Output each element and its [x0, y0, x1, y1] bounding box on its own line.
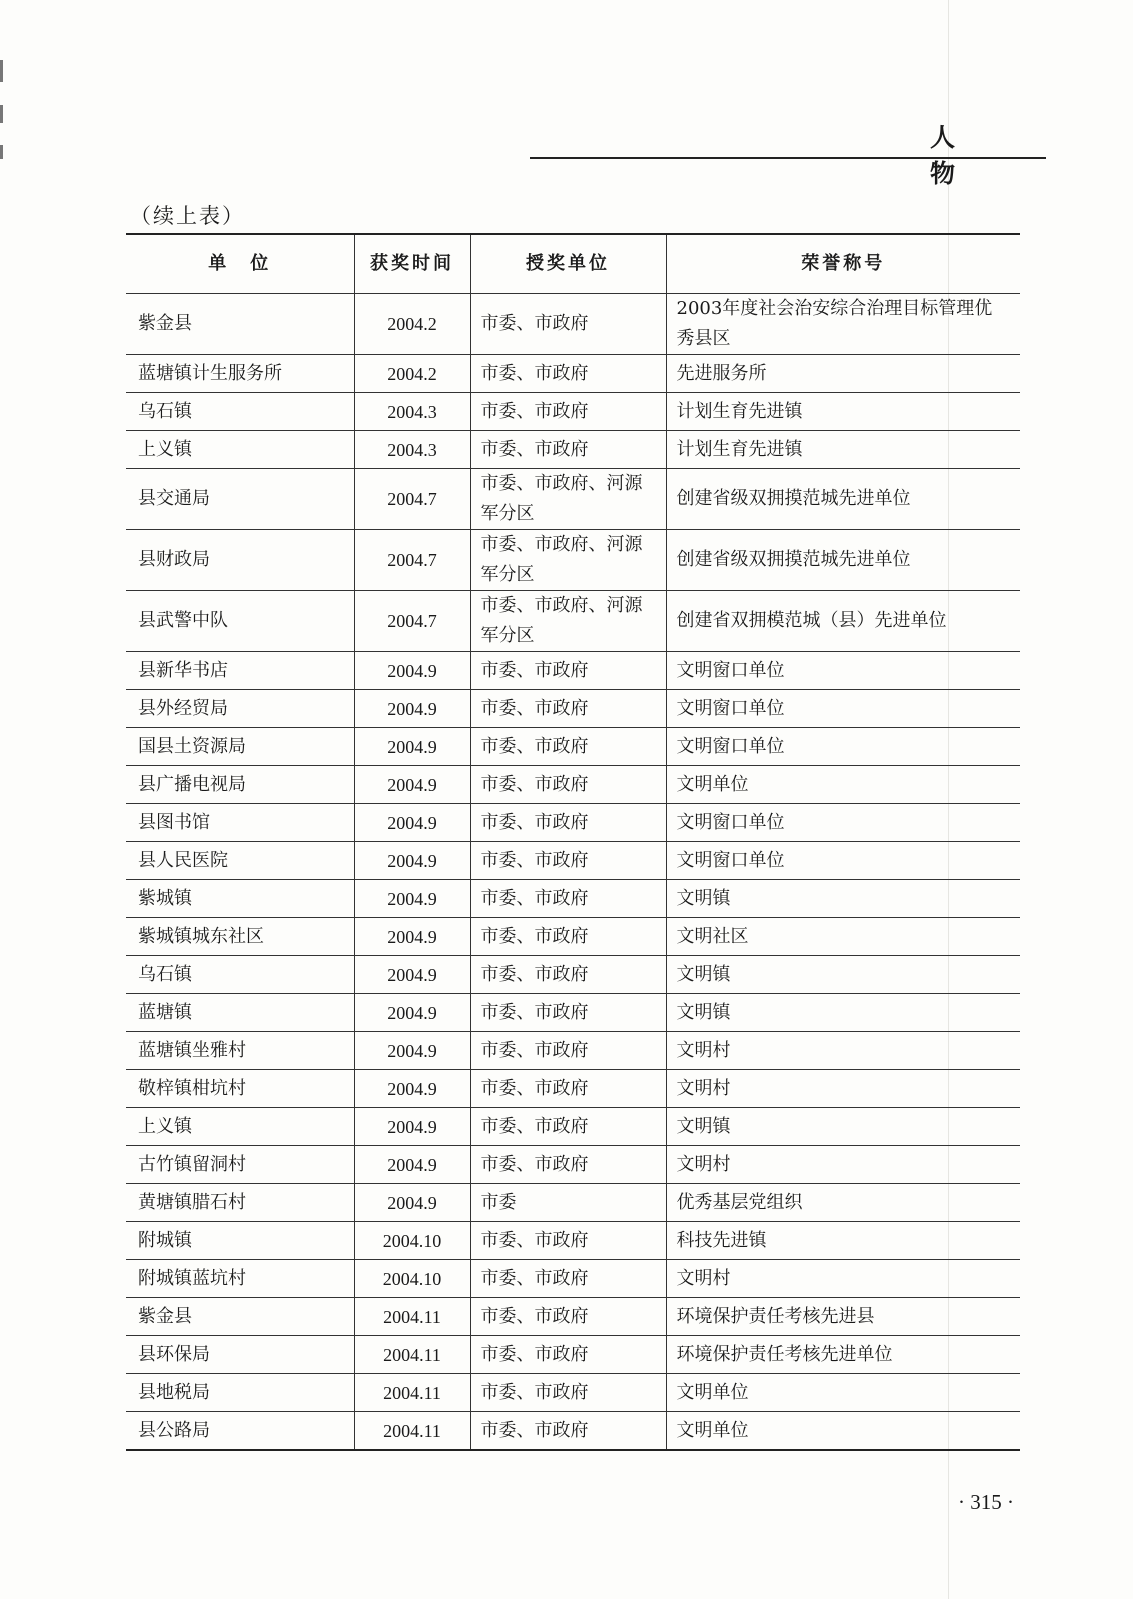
table-row: [126, 728, 1020, 766]
cell-date: 2004.2: [354, 294, 470, 355]
table-row: [126, 766, 1020, 804]
table-row: [126, 1184, 1020, 1222]
cell-grantor: 市委、市政府: [470, 431, 666, 469]
cell-grantor: 市委、市政府: [470, 652, 666, 690]
cell-date: 2004.3: [354, 393, 470, 431]
cell-unit: 县广播电视局: [126, 766, 354, 804]
table-row: [126, 530, 1020, 591]
cell-unit: 县地税局: [126, 1374, 354, 1412]
cell-unit: 县环保局: [126, 1336, 354, 1374]
cell-date: 2004.11: [354, 1336, 470, 1374]
cell-grantor: 市委、市政府: [470, 1298, 666, 1336]
cell-grantor: 市委、市政府: [470, 880, 666, 918]
cell-date: 2004.9: [354, 1032, 470, 1070]
cell-grantor: 市委、市政府: [470, 804, 666, 842]
cell-honor: 环境保护责任考核先进单位: [666, 1336, 1020, 1374]
cell-unit: 附城镇蓝坑村: [126, 1260, 354, 1298]
cell-honor: 文明单位: [666, 766, 1020, 804]
awards-table: [126, 233, 1020, 1451]
cell-date: 2004.9: [354, 994, 470, 1032]
cell-grantor: 市委、市政府: [470, 294, 666, 355]
table-row: [126, 842, 1020, 880]
table-row: [126, 1412, 1020, 1451]
cell-date: 2004.9: [354, 1146, 470, 1184]
page-number: · 315 ·: [958, 1490, 1014, 1514]
cell-honor: 文明村: [666, 1146, 1020, 1184]
cell-honor: 科技先进镇: [666, 1222, 1020, 1260]
cell-date: 2004.11: [354, 1298, 470, 1336]
cell-honor: 文明镇: [666, 956, 1020, 994]
cell-honor: 文明窗口单位: [666, 804, 1020, 842]
cell-unit: 紫城镇: [126, 880, 354, 918]
table-row: [126, 355, 1020, 393]
cell-grantor: 市委、市政府: [470, 994, 666, 1032]
cell-grantor: 市委、市政府: [470, 956, 666, 994]
table-row: [126, 1260, 1020, 1298]
table-row: [126, 591, 1020, 652]
cell-honor: 文明窗口单位: [666, 842, 1020, 880]
cell-honor: 环境保护责任考核先进县: [666, 1298, 1020, 1336]
table-row: [126, 880, 1020, 918]
cell-date: 2004.7: [354, 591, 470, 652]
column-header-unit: 单 位: [126, 234, 354, 294]
table-row: [126, 918, 1020, 956]
cell-grantor: 市委: [470, 1184, 666, 1222]
cell-grantor: 市委、市政府: [470, 728, 666, 766]
column-header-date: 获奖时间: [354, 234, 470, 294]
table-row: [126, 652, 1020, 690]
table-row: [126, 690, 1020, 728]
cell-honor: 文明单位: [666, 1374, 1020, 1412]
cell-unit: 县人民医院: [126, 842, 354, 880]
cell-unit: 古竹镇留洞村: [126, 1146, 354, 1184]
cell-date: 2004.9: [354, 842, 470, 880]
table-row: [126, 1108, 1020, 1146]
cell-honor: 文明单位: [666, 1412, 1020, 1451]
cell-date: 2004.9: [354, 880, 470, 918]
cell-unit: 县外经贸局: [126, 690, 354, 728]
cell-date: 2004.7: [354, 530, 470, 591]
cell-date: 2004.9: [354, 1184, 470, 1222]
cell-unit: 蓝塘镇: [126, 994, 354, 1032]
cell-grantor: 市委、市政府、河源军分区: [470, 591, 666, 652]
cell-honor: 文明社区: [666, 918, 1020, 956]
table-row: [126, 393, 1020, 431]
table-body: [126, 294, 1020, 1451]
cell-unit: 蓝塘镇坐雅村: [126, 1032, 354, 1070]
cell-honor: 文明窗口单位: [666, 690, 1020, 728]
cell-grantor: 市委、市政府: [470, 1336, 666, 1374]
cell-unit: 县公路局: [126, 1412, 354, 1451]
cell-honor: 文明村: [666, 1260, 1020, 1298]
continued-table-label: （续上表）: [130, 204, 245, 228]
cell-honor: 2003年度社会治安综合治理目标管理优秀县区: [666, 294, 1020, 355]
cell-unit: 附城镇: [126, 1222, 354, 1260]
table-row: [126, 994, 1020, 1032]
cell-grantor: 市委、市政府: [470, 1032, 666, 1070]
cell-grantor: 市委、市政府、河源军分区: [470, 530, 666, 591]
cell-honor: 创建省级双拥摸范城先进单位: [666, 530, 1020, 591]
cell-unit: 县新华书店: [126, 652, 354, 690]
cell-unit: 县交通局: [126, 469, 354, 530]
cell-unit: 县武警中队: [126, 591, 354, 652]
cell-honor: 文明镇: [666, 880, 1020, 918]
cell-grantor: 市委、市政府: [470, 690, 666, 728]
cell-date: 2004.9: [354, 1070, 470, 1108]
table-row: [126, 469, 1020, 530]
cell-grantor: 市委、市政府: [470, 1070, 666, 1108]
cell-honor: 文明村: [666, 1032, 1020, 1070]
table-row: [126, 1222, 1020, 1260]
cell-unit: 上义镇: [126, 431, 354, 469]
cell-grantor: 市委、市政府: [470, 842, 666, 880]
table-row: [126, 1070, 1020, 1108]
table-row: [126, 1032, 1020, 1070]
scan-margin-mark: [0, 60, 3, 82]
cell-honor: 创建省双拥模范城（县）先进单位: [666, 591, 1020, 652]
cell-honor: 创建省级双拥摸范城先进单位: [666, 469, 1020, 530]
cell-grantor: 市委、市政府、河源军分区: [470, 469, 666, 530]
cell-grantor: 市委、市政府: [470, 355, 666, 393]
cell-date: 2004.9: [354, 728, 470, 766]
cell-unit: 紫金县: [126, 294, 354, 355]
cell-date: 2004.10: [354, 1222, 470, 1260]
cell-grantor: 市委、市政府: [470, 1412, 666, 1451]
cell-unit: 乌石镇: [126, 393, 354, 431]
cell-unit: 敬梓镇柑坑村: [126, 1070, 354, 1108]
cell-honor: 文明村: [666, 1070, 1020, 1108]
table-row: [126, 804, 1020, 842]
table-row: [126, 1336, 1020, 1374]
cell-unit: 蓝塘镇计生服务所: [126, 355, 354, 393]
cell-date: 2004.2: [354, 355, 470, 393]
cell-date: 2004.3: [354, 431, 470, 469]
cell-date: 2004.9: [354, 956, 470, 994]
cell-unit: 乌石镇: [126, 956, 354, 994]
column-header-grantor: 授奖单位: [470, 234, 666, 294]
cell-date: 2004.7: [354, 469, 470, 530]
table-row: [126, 1146, 1020, 1184]
cell-grantor: 市委、市政府: [470, 1146, 666, 1184]
table-row: [126, 294, 1020, 355]
cell-grantor: 市委、市政府: [470, 1108, 666, 1146]
table-row: [126, 956, 1020, 994]
cell-honor: 文明窗口单位: [666, 652, 1020, 690]
cell-date: 2004.9: [354, 690, 470, 728]
cell-date: 2004.9: [354, 652, 470, 690]
column-header-honor: 荣誉称号: [666, 234, 1020, 294]
cell-honor: 计划生育先进镇: [666, 393, 1020, 431]
cell-grantor: 市委、市政府: [470, 1222, 666, 1260]
cell-date: 2004.9: [354, 766, 470, 804]
table-row: [126, 1298, 1020, 1336]
cell-honor: 文明镇: [666, 994, 1020, 1032]
cell-honor: 优秀基层党组织: [666, 1184, 1020, 1222]
cell-date: 2004.9: [354, 918, 470, 956]
cell-date: 2004.9: [354, 1108, 470, 1146]
cell-honor: 先进服务所: [666, 355, 1020, 393]
cell-unit: 黄塘镇腊石村: [126, 1184, 354, 1222]
cell-grantor: 市委、市政府: [470, 918, 666, 956]
table-header-row: [126, 234, 1020, 294]
cell-grantor: 市委、市政府: [470, 393, 666, 431]
section-header: 人物: [930, 123, 996, 188]
cell-honor: 计划生育先进镇: [666, 431, 1020, 469]
cell-unit: 县图书馆: [126, 804, 354, 842]
cell-date: 2004.9: [354, 804, 470, 842]
cell-unit: 国县土资源局: [126, 728, 354, 766]
section-header-rule: [530, 157, 1046, 159]
cell-grantor: 市委、市政府: [470, 1374, 666, 1412]
cell-honor: 文明窗口单位: [666, 728, 1020, 766]
scan-margin-mark: [0, 105, 3, 123]
cell-unit: 紫金县: [126, 1298, 354, 1336]
cell-unit: 紫城镇城东社区: [126, 918, 354, 956]
table-row: [126, 1374, 1020, 1412]
cell-date: 2004.10: [354, 1260, 470, 1298]
cell-date: 2004.11: [354, 1374, 470, 1412]
cell-unit: 上义镇: [126, 1108, 354, 1146]
cell-grantor: 市委、市政府: [470, 766, 666, 804]
cell-honor: 文明镇: [666, 1108, 1020, 1146]
cell-date: 2004.11: [354, 1412, 470, 1451]
cell-unit: 县财政局: [126, 530, 354, 591]
scan-margin-mark: [0, 145, 3, 159]
cell-grantor: 市委、市政府: [470, 1260, 666, 1298]
table-row: [126, 431, 1020, 469]
